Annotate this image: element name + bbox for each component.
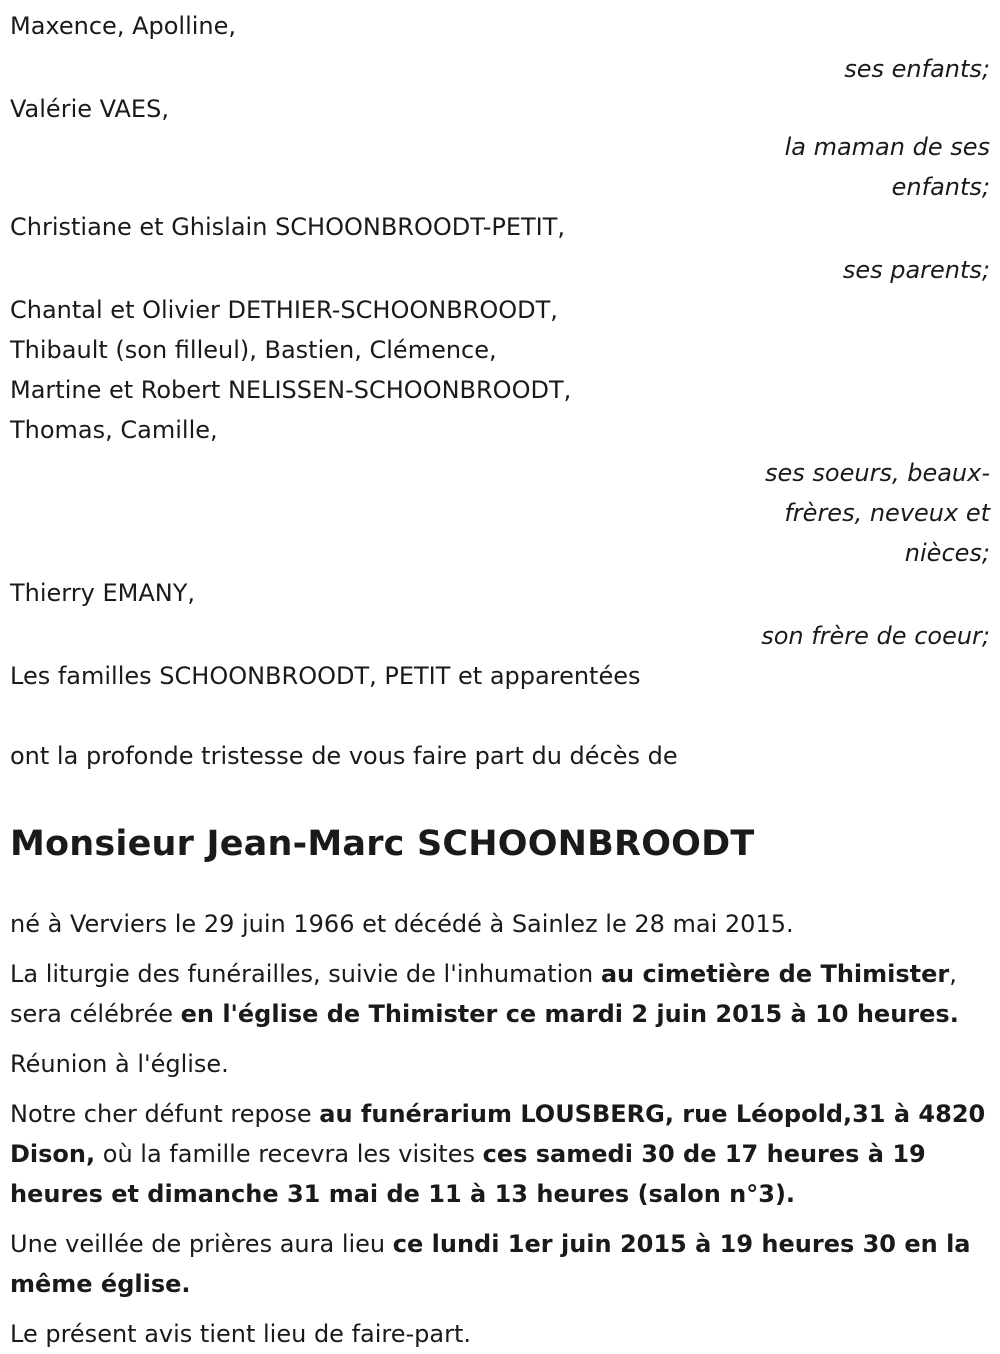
liturgy-bold-1: au cimetière de Thimister bbox=[600, 960, 950, 988]
parents-names: Christiane et Ghislain SCHOONBROODT-PETIT, bbox=[10, 213, 566, 241]
repose-bold-1: au funérarium LOUSBERG, rue Léopold,31 à 4820 Dison, bbox=[10, 1100, 986, 1168]
liturgy-text-1: La liturgie des funérailles, suivie de l'inhumation bbox=[10, 960, 601, 988]
closing-line: Le présent avis tient lieu de faire-part. bbox=[10, 1320, 472, 1348]
liturgy-bold-2: en l'église de Thimister ce mardi 2 juin 2015 à 10 heures. bbox=[180, 1000, 959, 1028]
announcement-line: ont la profonde tristesse de vous faire part du décès de bbox=[10, 742, 678, 770]
children-role: ses enfants; bbox=[844, 55, 990, 83]
repose-bold-2: ces samedi 30 de 17 heures à 19 heures et dimanche 31 mai de 11 à 13 heures (salon n°3). bbox=[10, 1140, 926, 1208]
friend-name: Thierry EMANY, bbox=[10, 579, 195, 607]
repose-text-2: où la famille recevra les visites bbox=[95, 1140, 483, 1168]
mother-name: Valérie VAES, bbox=[10, 95, 169, 123]
vigil-paragraph bbox=[10, 1224, 990, 1304]
repose-paragraph bbox=[10, 1094, 990, 1214]
vigil-text-1: Une veillée de prières aura lieu bbox=[10, 1230, 393, 1258]
vigil-bold-1: ce lundi 1er juin 2015 à 19 heures 30 en la même église. bbox=[10, 1230, 971, 1298]
siblings-line-4: Thomas, Camille, bbox=[10, 416, 218, 444]
siblings-role: ses soeurs, beaux-frères, neveux et nièces; bbox=[765, 459, 990, 567]
siblings-line-2: Thibault (son filleul), Bastien, Clémence, bbox=[10, 336, 497, 364]
siblings-line-1: Chantal et Olivier DETHIER-SCHOONBROODT, bbox=[10, 296, 558, 324]
repose-text-1: Notre cher défunt repose bbox=[10, 1100, 320, 1128]
obituary-notice bbox=[10, 6, 990, 1354]
friend-role: son frère de coeur; bbox=[761, 622, 990, 650]
reunion-line: Réunion à l'église. bbox=[10, 1050, 229, 1078]
liturgy-text-2: , sera célébrée bbox=[10, 960, 957, 1028]
siblings-line-3: Martine et Robert NELISSEN-SCHOONBROODT, bbox=[10, 376, 572, 404]
families-line: Les familles SCHOONBROODT, PETIT et apparentées bbox=[10, 662, 641, 690]
children-names: Maxence, Apolline, bbox=[10, 12, 237, 40]
liturgy-paragraph bbox=[10, 954, 990, 1034]
birth-death-line: né à Verviers le 29 juin 1966 et décédé à Sainlez le 28 mai 2015. bbox=[10, 910, 794, 938]
mother-role: la maman de ses enfants; bbox=[784, 133, 990, 201]
deceased-name: Monsieur Jean-Marc SCHOONBROODT bbox=[10, 824, 755, 864]
parents-role: ses parents; bbox=[842, 256, 990, 284]
